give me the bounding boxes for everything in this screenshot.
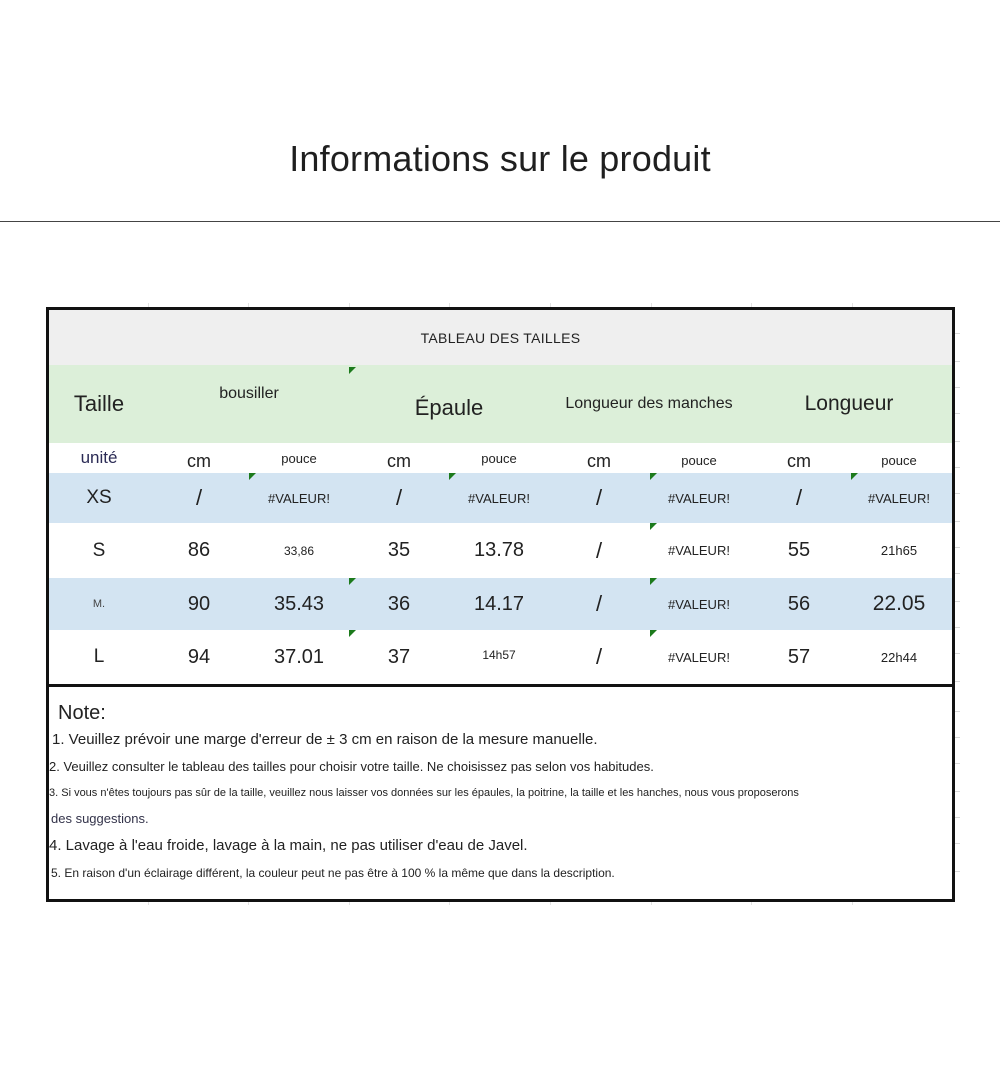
table-row (49, 523, 952, 578)
shoulder-in-cell: 14.17 (473, 592, 525, 615)
note-item: 4. Lavage à l'eau froide, lavage à la main, ne pas utiliser d'eau de Javel. (49, 837, 528, 854)
shoulder-cm-cell: 35 (387, 539, 411, 561)
shoulder-in-cell: #VALEUR! (468, 490, 530, 506)
sleeve-cm-cell: / (595, 591, 603, 616)
sleeve-cm-cell: / (595, 485, 603, 510)
comment-marker (851, 473, 858, 480)
length-in-cell: 22h44 (880, 649, 918, 665)
unit-bust-in: pouce (281, 450, 317, 466)
notes-box (46, 684, 955, 902)
length-cm-cell: 57 (787, 645, 811, 668)
length-cm-cell: 56 (787, 592, 811, 615)
note-item: 2. Veuillez consulter le tableau des tailles pour choisir votre taille. Ne choisissez pas selon vos habitudes. (49, 759, 654, 774)
shoulder-cm-cell: / (395, 485, 403, 510)
bust-cm-cell: / (195, 485, 203, 510)
bust-in-cell: #VALEUR! (268, 490, 330, 506)
bust-cm-cell: 94 (187, 645, 211, 668)
comment-marker (349, 367, 356, 374)
comment-marker (249, 473, 256, 480)
size-chart-table (46, 307, 955, 687)
bust-in-cell: 33,86 (283, 543, 315, 558)
size-cell: S (92, 539, 106, 561)
sleeve-cm-cell: / (595, 644, 603, 669)
bust-cm-cell: 90 (187, 592, 211, 615)
unit-length-cm: cm (787, 450, 811, 471)
length-cm-cell: 55 (787, 539, 811, 561)
table-header-row (49, 365, 952, 443)
sleeve-in-cell: #VALEUR! (668, 596, 730, 612)
table-unit-row (49, 443, 952, 473)
sleeve-in-cell: #VALEUR! (668, 490, 730, 506)
header-length: Longueur (804, 392, 894, 415)
comment-marker (650, 473, 657, 480)
page-title: Informations sur le produit (289, 138, 711, 179)
unit-label: unité (80, 448, 118, 467)
table-row (49, 630, 952, 684)
unit-bust-cm: cm (187, 450, 211, 471)
note-item: 5. En raison d'un éclairage différent, la couleur peut ne pas être à 100 % la même que dans la description. (51, 866, 615, 880)
header-shoulder: Épaule (414, 395, 484, 420)
unit-shoulder-in: pouce (481, 450, 517, 466)
size-cell: M. (92, 598, 106, 610)
size-cell: L (93, 646, 105, 667)
bust-in-cell: 35.43 (273, 592, 325, 615)
unit-sleeve-in: pouce (681, 452, 717, 468)
bust-in-cell: 37.01 (273, 645, 325, 668)
notes-heading: Note: (58, 702, 106, 724)
length-in-cell: 21h65 (880, 543, 918, 558)
table-row (49, 473, 952, 523)
title-divider (0, 221, 1000, 222)
sleeve-in-cell: #VALEUR! (668, 543, 730, 558)
length-cm-cell: / (795, 485, 803, 510)
shoulder-cm-cell: 37 (387, 645, 411, 668)
table-row (49, 578, 952, 630)
header-size: Taille (73, 391, 125, 416)
note-item: des suggestions. (51, 811, 149, 826)
note-item: 1. Veuillez prévoir une marge d'erreur de ± 3 cm en raison de la mesure manuelle. (52, 731, 598, 748)
table-title: TABLEAU DES TAILLES (420, 329, 581, 346)
unit-shoulder-cm: cm (387, 450, 411, 471)
shoulder-in-cell: 14h57 (482, 648, 516, 662)
sleeve-in-cell: #VALEUR! (668, 649, 730, 665)
shoulder-in-cell: 13.78 (473, 539, 525, 561)
length-in-cell: 22.05 (872, 592, 926, 615)
bust-cm-cell: 86 (187, 539, 211, 561)
comment-marker (650, 630, 657, 637)
header-sleeve-length: Longueur des manches (565, 395, 733, 412)
table-title-row (49, 310, 952, 365)
size-cell: XS (86, 487, 112, 508)
note-item: 3. Si vous n'êtes toujours pas sûr de la taille, veuillez nous laisser vos données sur les épaules, la poitrine, la taille et les hanches, nous vous proposerons (49, 787, 799, 799)
comment-marker (349, 630, 356, 637)
sleeve-cm-cell: / (595, 537, 603, 563)
comment-marker (650, 523, 657, 530)
comment-marker (650, 578, 657, 585)
length-in-cell: #VALEUR! (868, 490, 930, 506)
unit-length-in: pouce (881, 452, 917, 468)
comment-marker (449, 473, 456, 480)
header-bust: bousiller (219, 385, 279, 402)
unit-sleeve-cm: cm (587, 450, 611, 471)
shoulder-cm-cell: 36 (387, 592, 411, 615)
comment-marker (349, 578, 356, 585)
